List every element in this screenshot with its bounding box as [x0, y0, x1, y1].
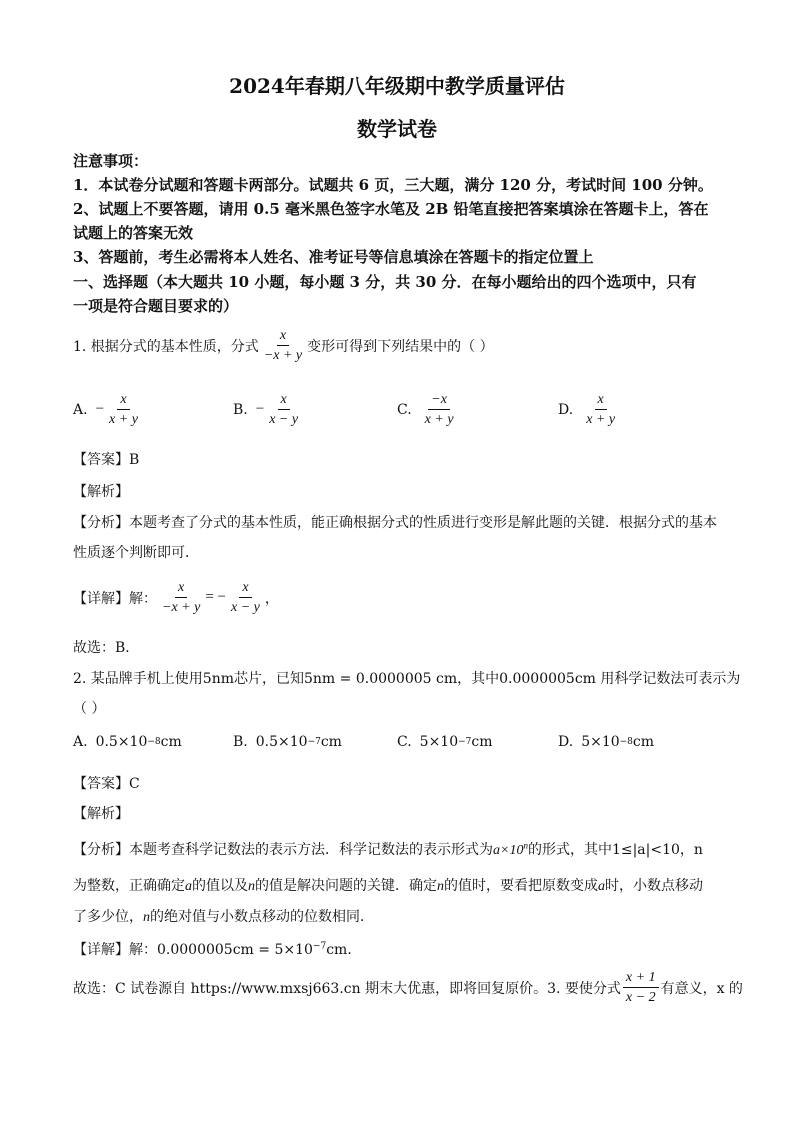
q2-option-c	[397, 734, 493, 750]
q2-option-b-exp: −7	[307, 737, 321, 747]
q1-detail-lhs	[159, 579, 203, 616]
q2-fenxi-2a: 为整数，正确确定	[73, 878, 185, 894]
q2-fenxi-text-b: 的形式，其中1≤|a|<10，n	[527, 842, 703, 858]
q3-frac-num: x + 1	[623, 969, 659, 988]
q1-option-b-num: x	[278, 391, 290, 410]
q2-option-a-unit: cm	[160, 734, 182, 750]
q2-option-b-unit: cm	[320, 734, 342, 750]
q2-detail	[73, 939, 361, 959]
q1-detail-equals: = −	[205, 589, 226, 605]
section-heading-line-2: 一项是符合题目要求的）	[73, 297, 239, 315]
q2-option-a	[73, 734, 182, 750]
q2-fenxi-2e: 的值是解决问题的关键．确定	[255, 878, 437, 894]
section-heading-line-1: 一、选择题（本大题共 10 小题，每小题 3 分，共 30 分．在每小题给出的四个选项中，只有	[73, 273, 697, 291]
q1-fenxi-line-1: 【分析】本题考查了分式的基本性质，能正确根据分式的性质进行变形是解此题的关键．根据分式的基本	[73, 515, 717, 531]
q1-option-a-fraction	[106, 391, 141, 428]
q2-answer: 【答案】C	[73, 776, 140, 792]
q2-option-d-unit: cm	[632, 734, 655, 750]
q1-option-b-den: x − y	[269, 412, 299, 427]
q1-option-c-label: C.	[397, 401, 412, 418]
q2-option-a-exp: −8	[147, 737, 161, 747]
q2-detail-exp: −7	[312, 941, 327, 952]
q1-detail-prefix: 【详解】解：	[73, 590, 157, 607]
q2-fenxi-expr-exp: n	[523, 840, 528, 851]
q1-stem-before: 1. 根据分式的基本性质，分式	[73, 338, 259, 355]
q3-stem-end: 有意义，x 的	[660, 980, 743, 997]
q2-detail-unit: cm．	[326, 942, 362, 958]
q2-option-a-label: A.	[73, 734, 88, 750]
q1-stem	[73, 327, 494, 364]
q1-option-d-fraction	[583, 391, 618, 428]
q2-option-d-base: 5×10	[581, 734, 620, 750]
q1-stem-fraction	[261, 327, 305, 364]
exam-title: 2024年春期八年级期中教学质量评估	[229, 74, 565, 98]
q2-option-c-label: C.	[397, 734, 412, 750]
q2-fenxi-3b: n	[143, 910, 150, 925]
q1-option-b-label: B.	[233, 401, 248, 418]
q2-fenxi-2f: n	[437, 879, 444, 894]
q2-analysis-tag: 【解析】	[73, 806, 129, 822]
q2-option-a-base: 0.5×10	[95, 734, 148, 750]
q3-fraction	[623, 969, 659, 1006]
q1-option-b-fraction	[266, 391, 301, 428]
notes-heading: 注意事项：	[73, 152, 149, 170]
q1-option-c-num: −x	[428, 391, 450, 410]
notes-item-3: 3、答题前，考生必需将本人姓名、准考证号等信息填涂在答题卡的指定位置上	[73, 248, 594, 266]
q1-fenxi-line-2: 性质逐个判断即可．	[73, 545, 199, 561]
q1-analysis-tag: 【解析】	[73, 484, 129, 500]
q1-detail	[73, 579, 279, 616]
q1-option-a-den: x + y	[109, 412, 138, 427]
q2-fenxi-text-a: 【分析】本题考查科学记数法的表示方法．科学记数法的表示形式为	[73, 842, 493, 858]
exam-subtitle: 数学试卷	[357, 117, 437, 141]
q3-frac-den: x − 2	[625, 990, 656, 1005]
q2-option-b	[233, 734, 342, 750]
q1-option-a	[73, 391, 143, 428]
q1-option-a-num: x	[117, 391, 129, 410]
q2-fenxi-line-1	[73, 839, 703, 859]
q2-option-c-exp: −7	[458, 737, 472, 747]
q1-detail-lhs-num: x	[175, 579, 187, 598]
q1-option-c-den: x + y	[424, 412, 454, 427]
q2-fenxi-2b: a	[185, 879, 192, 894]
q1-option-d	[558, 391, 620, 428]
notes-item-1: 1．本试卷分试题和答题卡两部分。试题共 6 页，三大题，满分 120 分，考试时间 100 分钟。	[73, 176, 713, 194]
q1-detail-lhs-den: −x + y	[162, 600, 201, 615]
q2-fenxi-3c: 的绝对值与小数点移动的位数相同．	[150, 909, 374, 925]
q2-fenxi-2g: 的值时，要看把原数变成	[444, 878, 598, 894]
q1-frac-num: x	[277, 327, 289, 346]
q2-fenxi-expr-base: a×10	[493, 843, 524, 858]
q1-choose: 故选：B．	[73, 640, 140, 656]
q2-option-b-base: 0.5×10	[255, 734, 308, 750]
q1-option-b-sign: −	[255, 401, 265, 417]
q2-fenxi-2i: 时，小数点移动	[605, 878, 703, 894]
q2-stem-line-2: （ ）	[73, 701, 106, 717]
q1-option-d-den: x + y	[586, 412, 616, 427]
q1-detail-rhs	[228, 579, 263, 616]
q1-option-a-sign: −	[95, 401, 105, 417]
q2-fenxi-2c: 的值以及	[192, 878, 248, 894]
q2-choose-text: 故选：C 试卷源自 https://www.mxsj663.cn 期末大优惠，即将回复原价。3. 要使分式	[73, 980, 621, 997]
notes-item-2-line-1: 2、试题上不要答题，请用 0.5 毫米黑色签字水笔及 2B 铅笔直接把答案填涂在答题卡上，答在	[73, 200, 709, 218]
q1-option-a-label: A.	[73, 401, 88, 418]
q1-detail-end: ，	[264, 590, 279, 607]
q1-detail-rhs-den: x − y	[231, 600, 260, 615]
q1-detail-rhs-num: x	[239, 579, 251, 598]
q2-stem-line-1: 2. 某品牌手机上使用5nm芯片，已知5nm = 0.0000005 cm，其中0.0000005cm 用科学记数法可表示为	[73, 671, 741, 687]
q2-detail-text: 【详解】解：0.0000005cm = 5×10	[73, 942, 313, 958]
q2-option-c-base: 5×10	[419, 734, 459, 750]
q2-option-d-label: D.	[558, 734, 574, 750]
q1-option-b	[233, 391, 303, 428]
q1-option-c-fraction	[422, 391, 457, 428]
q1-answer: 【答案】B	[73, 452, 140, 468]
q1-stem-after: 变形可得到下列结果中的（ ）	[307, 338, 494, 355]
q2-choose-and-q3-stem	[73, 969, 743, 1006]
q2-fenxi-3a: 了多少位，	[73, 909, 143, 925]
q2-fenxi-2d: n	[248, 879, 255, 894]
q2-option-d-exp: −8	[619, 737, 633, 747]
q2-option-d	[558, 734, 654, 750]
q2-option-b-label: B.	[233, 734, 248, 750]
q2-fenxi-line-2	[73, 875, 703, 895]
q1-option-d-num: x	[595, 391, 607, 410]
q1-option-c	[397, 391, 459, 428]
q2-option-c-unit: cm	[471, 734, 493, 750]
q1-option-d-label: D.	[558, 401, 574, 418]
notes-item-2-line-2: 试题上的答案无效	[73, 224, 194, 242]
q2-fenxi-line-3	[73, 906, 374, 926]
q1-frac-den: −x + y	[263, 348, 303, 363]
q2-fenxi-2h: a	[598, 879, 605, 894]
